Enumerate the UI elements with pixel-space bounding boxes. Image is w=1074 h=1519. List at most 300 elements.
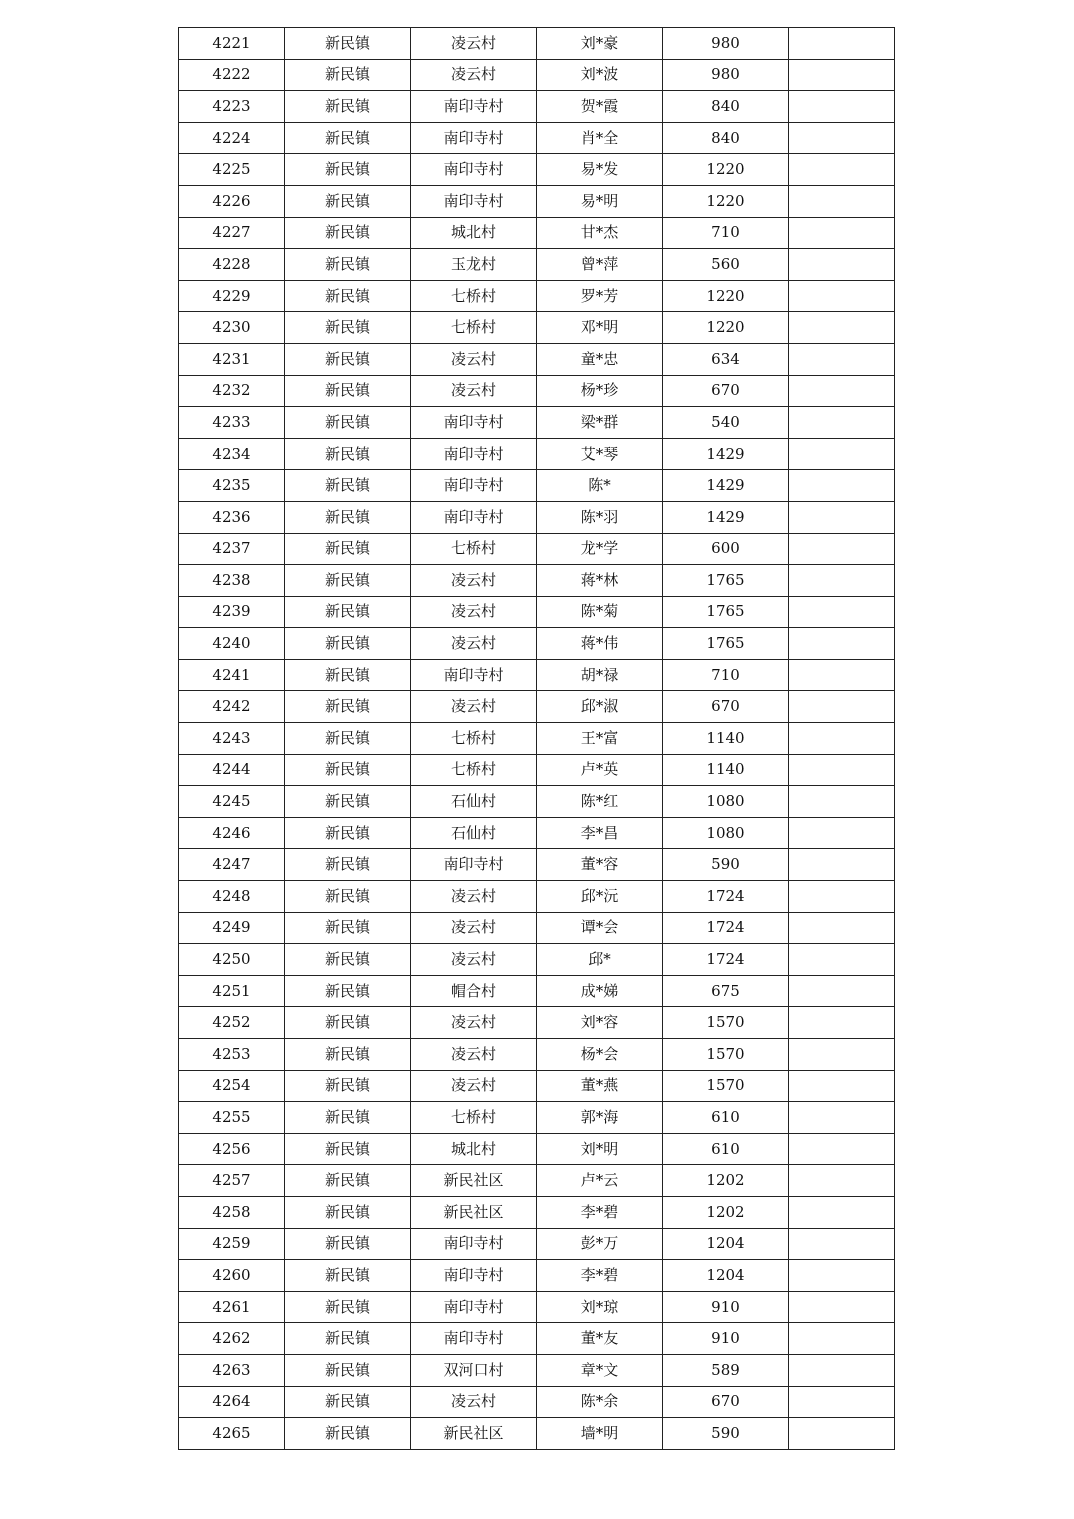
cell-town: 新民镇: [285, 312, 411, 344]
cell-remark: [789, 723, 895, 755]
cell-village: 石仙村: [411, 817, 537, 849]
cell-amount: 1220: [663, 280, 789, 312]
data-table: [178, 27, 895, 1450]
table-row: [179, 470, 895, 502]
cell-number: 4224: [179, 122, 285, 154]
cell-town: 新民镇: [285, 1291, 411, 1323]
table-row: [179, 1102, 895, 1134]
cell-remark: [789, 628, 895, 660]
table-row: [179, 1133, 895, 1165]
cell-remark: [789, 1039, 895, 1071]
cell-village: 七桥村: [411, 533, 537, 565]
cell-remark: [789, 375, 895, 407]
cell-amount: 1204: [663, 1260, 789, 1292]
cell-remark: [789, 28, 895, 60]
cell-remark: [789, 217, 895, 249]
cell-name: 刘*明: [537, 1133, 663, 1165]
cell-name: 蒋*伟: [537, 628, 663, 660]
cell-amount: 610: [663, 1102, 789, 1134]
cell-town: 新民镇: [285, 1133, 411, 1165]
cell-number: 4240: [179, 628, 285, 660]
table-row: [179, 375, 895, 407]
cell-number: 4260: [179, 1260, 285, 1292]
cell-number: 4242: [179, 691, 285, 723]
cell-amount: 1765: [663, 628, 789, 660]
cell-town: 新民镇: [285, 91, 411, 123]
table-body: [179, 28, 895, 1450]
table-row: [179, 628, 895, 660]
cell-village: 南印寺村: [411, 470, 537, 502]
table-row: [179, 533, 895, 565]
cell-village: 南印寺村: [411, 1228, 537, 1260]
cell-name: 邱*淑: [537, 691, 663, 723]
cell-town: 新民镇: [285, 1418, 411, 1450]
cell-name: 甘*杰: [537, 217, 663, 249]
cell-town: 新民镇: [285, 28, 411, 60]
cell-village: 南印寺村: [411, 1323, 537, 1355]
cell-village: 南印寺村: [411, 1291, 537, 1323]
cell-name: 易*明: [537, 185, 663, 217]
cell-remark: [789, 596, 895, 628]
cell-remark: [789, 944, 895, 976]
cell-number: 4244: [179, 754, 285, 786]
cell-town: 新民镇: [285, 975, 411, 1007]
cell-remark: [789, 1323, 895, 1355]
cell-village: 石仙村: [411, 786, 537, 818]
cell-remark: [789, 659, 895, 691]
cell-name: 艾*琴: [537, 438, 663, 470]
cell-town: 新民镇: [285, 786, 411, 818]
cell-name: 陈*: [537, 470, 663, 502]
cell-number: 4245: [179, 786, 285, 818]
cell-remark: [789, 91, 895, 123]
cell-number: 4255: [179, 1102, 285, 1134]
cell-village: 双河口村: [411, 1354, 537, 1386]
table-row: [179, 1291, 895, 1323]
cell-remark: [789, 881, 895, 913]
cell-town: 新民镇: [285, 912, 411, 944]
cell-name: 贺*霞: [537, 91, 663, 123]
cell-number: 4231: [179, 343, 285, 375]
cell-amount: 670: [663, 375, 789, 407]
cell-number: 4250: [179, 944, 285, 976]
cell-village: 凌云村: [411, 1386, 537, 1418]
cell-name: 陈*羽: [537, 501, 663, 533]
cell-name: 刘*豪: [537, 28, 663, 60]
table-row: [179, 28, 895, 60]
cell-amount: 1570: [663, 1007, 789, 1039]
table-row: [179, 1418, 895, 1450]
cell-village: 凌云村: [411, 1039, 537, 1071]
cell-amount: 1570: [663, 1039, 789, 1071]
table-row: [179, 1260, 895, 1292]
cell-amount: 710: [663, 659, 789, 691]
cell-town: 新民镇: [285, 659, 411, 691]
cell-amount: 560: [663, 249, 789, 281]
cell-town: 新民镇: [285, 565, 411, 597]
cell-name: 刘*琼: [537, 1291, 663, 1323]
cell-number: 4238: [179, 565, 285, 597]
cell-name: 易*发: [537, 154, 663, 186]
cell-town: 新民镇: [285, 375, 411, 407]
table-row: [179, 343, 895, 375]
table-row: [179, 1228, 895, 1260]
table-row: [179, 659, 895, 691]
cell-remark: [789, 122, 895, 154]
table-row: [179, 312, 895, 344]
cell-remark: [789, 786, 895, 818]
cell-village: 七桥村: [411, 754, 537, 786]
cell-amount: 1202: [663, 1196, 789, 1228]
table-row: [179, 1196, 895, 1228]
table-row: [179, 691, 895, 723]
cell-number: 4221: [179, 28, 285, 60]
cell-name: 罗*芳: [537, 280, 663, 312]
cell-village: 城北村: [411, 217, 537, 249]
cell-village: 南印寺村: [411, 91, 537, 123]
cell-village: 七桥村: [411, 312, 537, 344]
table-row: [179, 1165, 895, 1197]
cell-amount: 1724: [663, 912, 789, 944]
cell-village: 新民社区: [411, 1165, 537, 1197]
cell-town: 新民镇: [285, 1323, 411, 1355]
table-row: [179, 1354, 895, 1386]
cell-remark: [789, 1102, 895, 1134]
cell-village: 凌云村: [411, 691, 537, 723]
cell-village: 凌云村: [411, 628, 537, 660]
cell-number: 4237: [179, 533, 285, 565]
cell-amount: 670: [663, 1386, 789, 1418]
table-row: [179, 754, 895, 786]
cell-remark: [789, 185, 895, 217]
cell-number: 4256: [179, 1133, 285, 1165]
cell-remark: [789, 1196, 895, 1228]
cell-remark: [789, 754, 895, 786]
cell-remark: [789, 280, 895, 312]
cell-amount: 1080: [663, 817, 789, 849]
cell-remark: [789, 470, 895, 502]
cell-village: 南印寺村: [411, 185, 537, 217]
cell-name: 陈*余: [537, 1386, 663, 1418]
cell-remark: [789, 849, 895, 881]
cell-number: 4228: [179, 249, 285, 281]
cell-amount: 540: [663, 407, 789, 439]
table-row: [179, 723, 895, 755]
cell-village: 凌云村: [411, 912, 537, 944]
table-row: [179, 501, 895, 533]
cell-name: 谭*会: [537, 912, 663, 944]
cell-amount: 1080: [663, 786, 789, 818]
cell-name: 刘*波: [537, 59, 663, 91]
cell-remark: [789, 1165, 895, 1197]
cell-amount: 675: [663, 975, 789, 1007]
cell-name: 杨*珍: [537, 375, 663, 407]
cell-number: 4254: [179, 1070, 285, 1102]
cell-village: 七桥村: [411, 1102, 537, 1134]
cell-name: 梁*群: [537, 407, 663, 439]
cell-amount: 710: [663, 217, 789, 249]
cell-amount: 1220: [663, 154, 789, 186]
cell-village: 新民社区: [411, 1418, 537, 1450]
cell-amount: 910: [663, 1323, 789, 1355]
cell-remark: [789, 312, 895, 344]
cell-number: 4263: [179, 1354, 285, 1386]
cell-name: 王*富: [537, 723, 663, 755]
cell-name: 陈*红: [537, 786, 663, 818]
cell-village: 帽合村: [411, 975, 537, 1007]
cell-village: 新民社区: [411, 1196, 537, 1228]
cell-remark: [789, 975, 895, 1007]
cell-town: 新民镇: [285, 1102, 411, 1134]
cell-town: 新民镇: [285, 1070, 411, 1102]
cell-name: 董*燕: [537, 1070, 663, 1102]
cell-number: 4253: [179, 1039, 285, 1071]
cell-name: 卢*英: [537, 754, 663, 786]
cell-remark: [789, 817, 895, 849]
cell-number: 4252: [179, 1007, 285, 1039]
cell-amount: 840: [663, 122, 789, 154]
cell-number: 4227: [179, 217, 285, 249]
cell-village: 凌云村: [411, 375, 537, 407]
cell-remark: [789, 501, 895, 533]
cell-remark: [789, 1070, 895, 1102]
cell-number: 4226: [179, 185, 285, 217]
cell-name: 邱*: [537, 944, 663, 976]
cell-name: 肖*全: [537, 122, 663, 154]
cell-village: 凌云村: [411, 28, 537, 60]
table-row: [179, 565, 895, 597]
cell-amount: 634: [663, 343, 789, 375]
table-row: [179, 1386, 895, 1418]
cell-village: 凌云村: [411, 944, 537, 976]
cell-name: 墙*明: [537, 1418, 663, 1450]
cell-village: 玉龙村: [411, 249, 537, 281]
cell-town: 新民镇: [285, 1354, 411, 1386]
cell-name: 李*碧: [537, 1260, 663, 1292]
table-row: [179, 817, 895, 849]
cell-town: 新民镇: [285, 628, 411, 660]
cell-name: 杨*会: [537, 1039, 663, 1071]
table-row: [179, 912, 895, 944]
cell-number: 4225: [179, 154, 285, 186]
cell-town: 新民镇: [285, 122, 411, 154]
table-row: [179, 438, 895, 470]
cell-town: 新民镇: [285, 59, 411, 91]
cell-amount: 1429: [663, 470, 789, 502]
cell-remark: [789, 407, 895, 439]
cell-town: 新民镇: [285, 1039, 411, 1071]
table-row: [179, 881, 895, 913]
table-row: [179, 407, 895, 439]
cell-number: 4232: [179, 375, 285, 407]
table-row: [179, 1323, 895, 1355]
cell-village: 南印寺村: [411, 154, 537, 186]
cell-remark: [789, 691, 895, 723]
cell-amount: 610: [663, 1133, 789, 1165]
cell-amount: 1765: [663, 565, 789, 597]
cell-amount: 1202: [663, 1165, 789, 1197]
cell-village: 南印寺村: [411, 849, 537, 881]
cell-name: 李*昌: [537, 817, 663, 849]
cell-number: 4265: [179, 1418, 285, 1450]
cell-town: 新民镇: [285, 1260, 411, 1292]
cell-remark: [789, 249, 895, 281]
cell-remark: [789, 154, 895, 186]
cell-town: 新民镇: [285, 280, 411, 312]
cell-amount: 1765: [663, 596, 789, 628]
cell-amount: 1220: [663, 185, 789, 217]
cell-village: 凌云村: [411, 596, 537, 628]
cell-village: 凌云村: [411, 565, 537, 597]
cell-town: 新民镇: [285, 217, 411, 249]
table-row: [179, 849, 895, 881]
table-row: [179, 280, 895, 312]
cell-number: 4247: [179, 849, 285, 881]
cell-amount: 1724: [663, 881, 789, 913]
cell-amount: 1204: [663, 1228, 789, 1260]
cell-amount: 1429: [663, 438, 789, 470]
cell-amount: 1724: [663, 944, 789, 976]
table-row: [179, 1070, 895, 1102]
cell-town: 新民镇: [285, 154, 411, 186]
cell-name: 章*文: [537, 1354, 663, 1386]
cell-number: 4223: [179, 91, 285, 123]
cell-town: 新民镇: [285, 1386, 411, 1418]
cell-town: 新民镇: [285, 691, 411, 723]
table-row: [179, 596, 895, 628]
cell-amount: 590: [663, 849, 789, 881]
cell-amount: 589: [663, 1354, 789, 1386]
cell-name: 董*容: [537, 849, 663, 881]
cell-town: 新民镇: [285, 849, 411, 881]
cell-number: 4235: [179, 470, 285, 502]
cell-name: 邓*明: [537, 312, 663, 344]
cell-number: 4230: [179, 312, 285, 344]
cell-town: 新民镇: [285, 533, 411, 565]
cell-name: 曾*萍: [537, 249, 663, 281]
cell-village: 凌云村: [411, 343, 537, 375]
cell-name: 邱*沅: [537, 881, 663, 913]
cell-name: 刘*容: [537, 1007, 663, 1039]
cell-village: 南印寺村: [411, 122, 537, 154]
cell-amount: 840: [663, 91, 789, 123]
cell-town: 新民镇: [285, 470, 411, 502]
cell-amount: 1570: [663, 1070, 789, 1102]
cell-town: 新民镇: [285, 596, 411, 628]
cell-remark: [789, 438, 895, 470]
cell-village: 凌云村: [411, 59, 537, 91]
cell-remark: [789, 912, 895, 944]
cell-town: 新民镇: [285, 343, 411, 375]
cell-town: 新民镇: [285, 501, 411, 533]
cell-town: 新民镇: [285, 1007, 411, 1039]
cell-town: 新民镇: [285, 185, 411, 217]
cell-town: 新民镇: [285, 1228, 411, 1260]
cell-town: 新民镇: [285, 407, 411, 439]
cell-village: 南印寺村: [411, 501, 537, 533]
cell-village: 七桥村: [411, 723, 537, 755]
cell-town: 新民镇: [285, 881, 411, 913]
table-row: [179, 217, 895, 249]
table-row: [179, 185, 895, 217]
cell-remark: [789, 533, 895, 565]
cell-remark: [789, 1228, 895, 1260]
cell-town: 新民镇: [285, 723, 411, 755]
cell-name: 郭*海: [537, 1102, 663, 1134]
table-row: [179, 249, 895, 281]
cell-name: 彭*万: [537, 1228, 663, 1260]
cell-name: 童*忠: [537, 343, 663, 375]
cell-remark: [789, 1260, 895, 1292]
cell-village: 凌云村: [411, 1070, 537, 1102]
cell-village: 南印寺村: [411, 1260, 537, 1292]
cell-name: 胡*禄: [537, 659, 663, 691]
cell-number: 4236: [179, 501, 285, 533]
cell-name: 李*碧: [537, 1196, 663, 1228]
cell-remark: [789, 1354, 895, 1386]
cell-number: 4258: [179, 1196, 285, 1228]
cell-town: 新民镇: [285, 817, 411, 849]
cell-number: 4229: [179, 280, 285, 312]
cell-remark: [789, 1291, 895, 1323]
cell-number: 4246: [179, 817, 285, 849]
cell-number: 4264: [179, 1386, 285, 1418]
table-row: [179, 1007, 895, 1039]
cell-number: 4262: [179, 1323, 285, 1355]
cell-town: 新民镇: [285, 754, 411, 786]
cell-amount: 1140: [663, 754, 789, 786]
cell-village: 南印寺村: [411, 438, 537, 470]
cell-number: 4243: [179, 723, 285, 755]
cell-town: 新民镇: [285, 1165, 411, 1197]
cell-amount: 1429: [663, 501, 789, 533]
cell-number: 4241: [179, 659, 285, 691]
cell-number: 4259: [179, 1228, 285, 1260]
cell-number: 4233: [179, 407, 285, 439]
cell-number: 4251: [179, 975, 285, 1007]
cell-amount: 1140: [663, 723, 789, 755]
cell-town: 新民镇: [285, 1196, 411, 1228]
cell-remark: [789, 1418, 895, 1450]
cell-remark: [789, 565, 895, 597]
cell-village: 凌云村: [411, 1007, 537, 1039]
table-row: [179, 944, 895, 976]
cell-remark: [789, 1007, 895, 1039]
cell-name: 董*友: [537, 1323, 663, 1355]
cell-number: 4222: [179, 59, 285, 91]
cell-number: 4234: [179, 438, 285, 470]
cell-amount: 590: [663, 1418, 789, 1450]
cell-name: 卢*云: [537, 1165, 663, 1197]
table-row: [179, 154, 895, 186]
cell-name: 蒋*林: [537, 565, 663, 597]
table-row: [179, 975, 895, 1007]
cell-village: 七桥村: [411, 280, 537, 312]
cell-remark: [789, 59, 895, 91]
table-row: [179, 91, 895, 123]
cell-name: 成*娣: [537, 975, 663, 1007]
cell-village: 城北村: [411, 1133, 537, 1165]
table-row: [179, 122, 895, 154]
cell-amount: 980: [663, 59, 789, 91]
cell-amount: 670: [663, 691, 789, 723]
cell-town: 新民镇: [285, 438, 411, 470]
cell-amount: 1220: [663, 312, 789, 344]
cell-number: 4248: [179, 881, 285, 913]
cell-remark: [789, 343, 895, 375]
table-row: [179, 59, 895, 91]
cell-number: 4257: [179, 1165, 285, 1197]
